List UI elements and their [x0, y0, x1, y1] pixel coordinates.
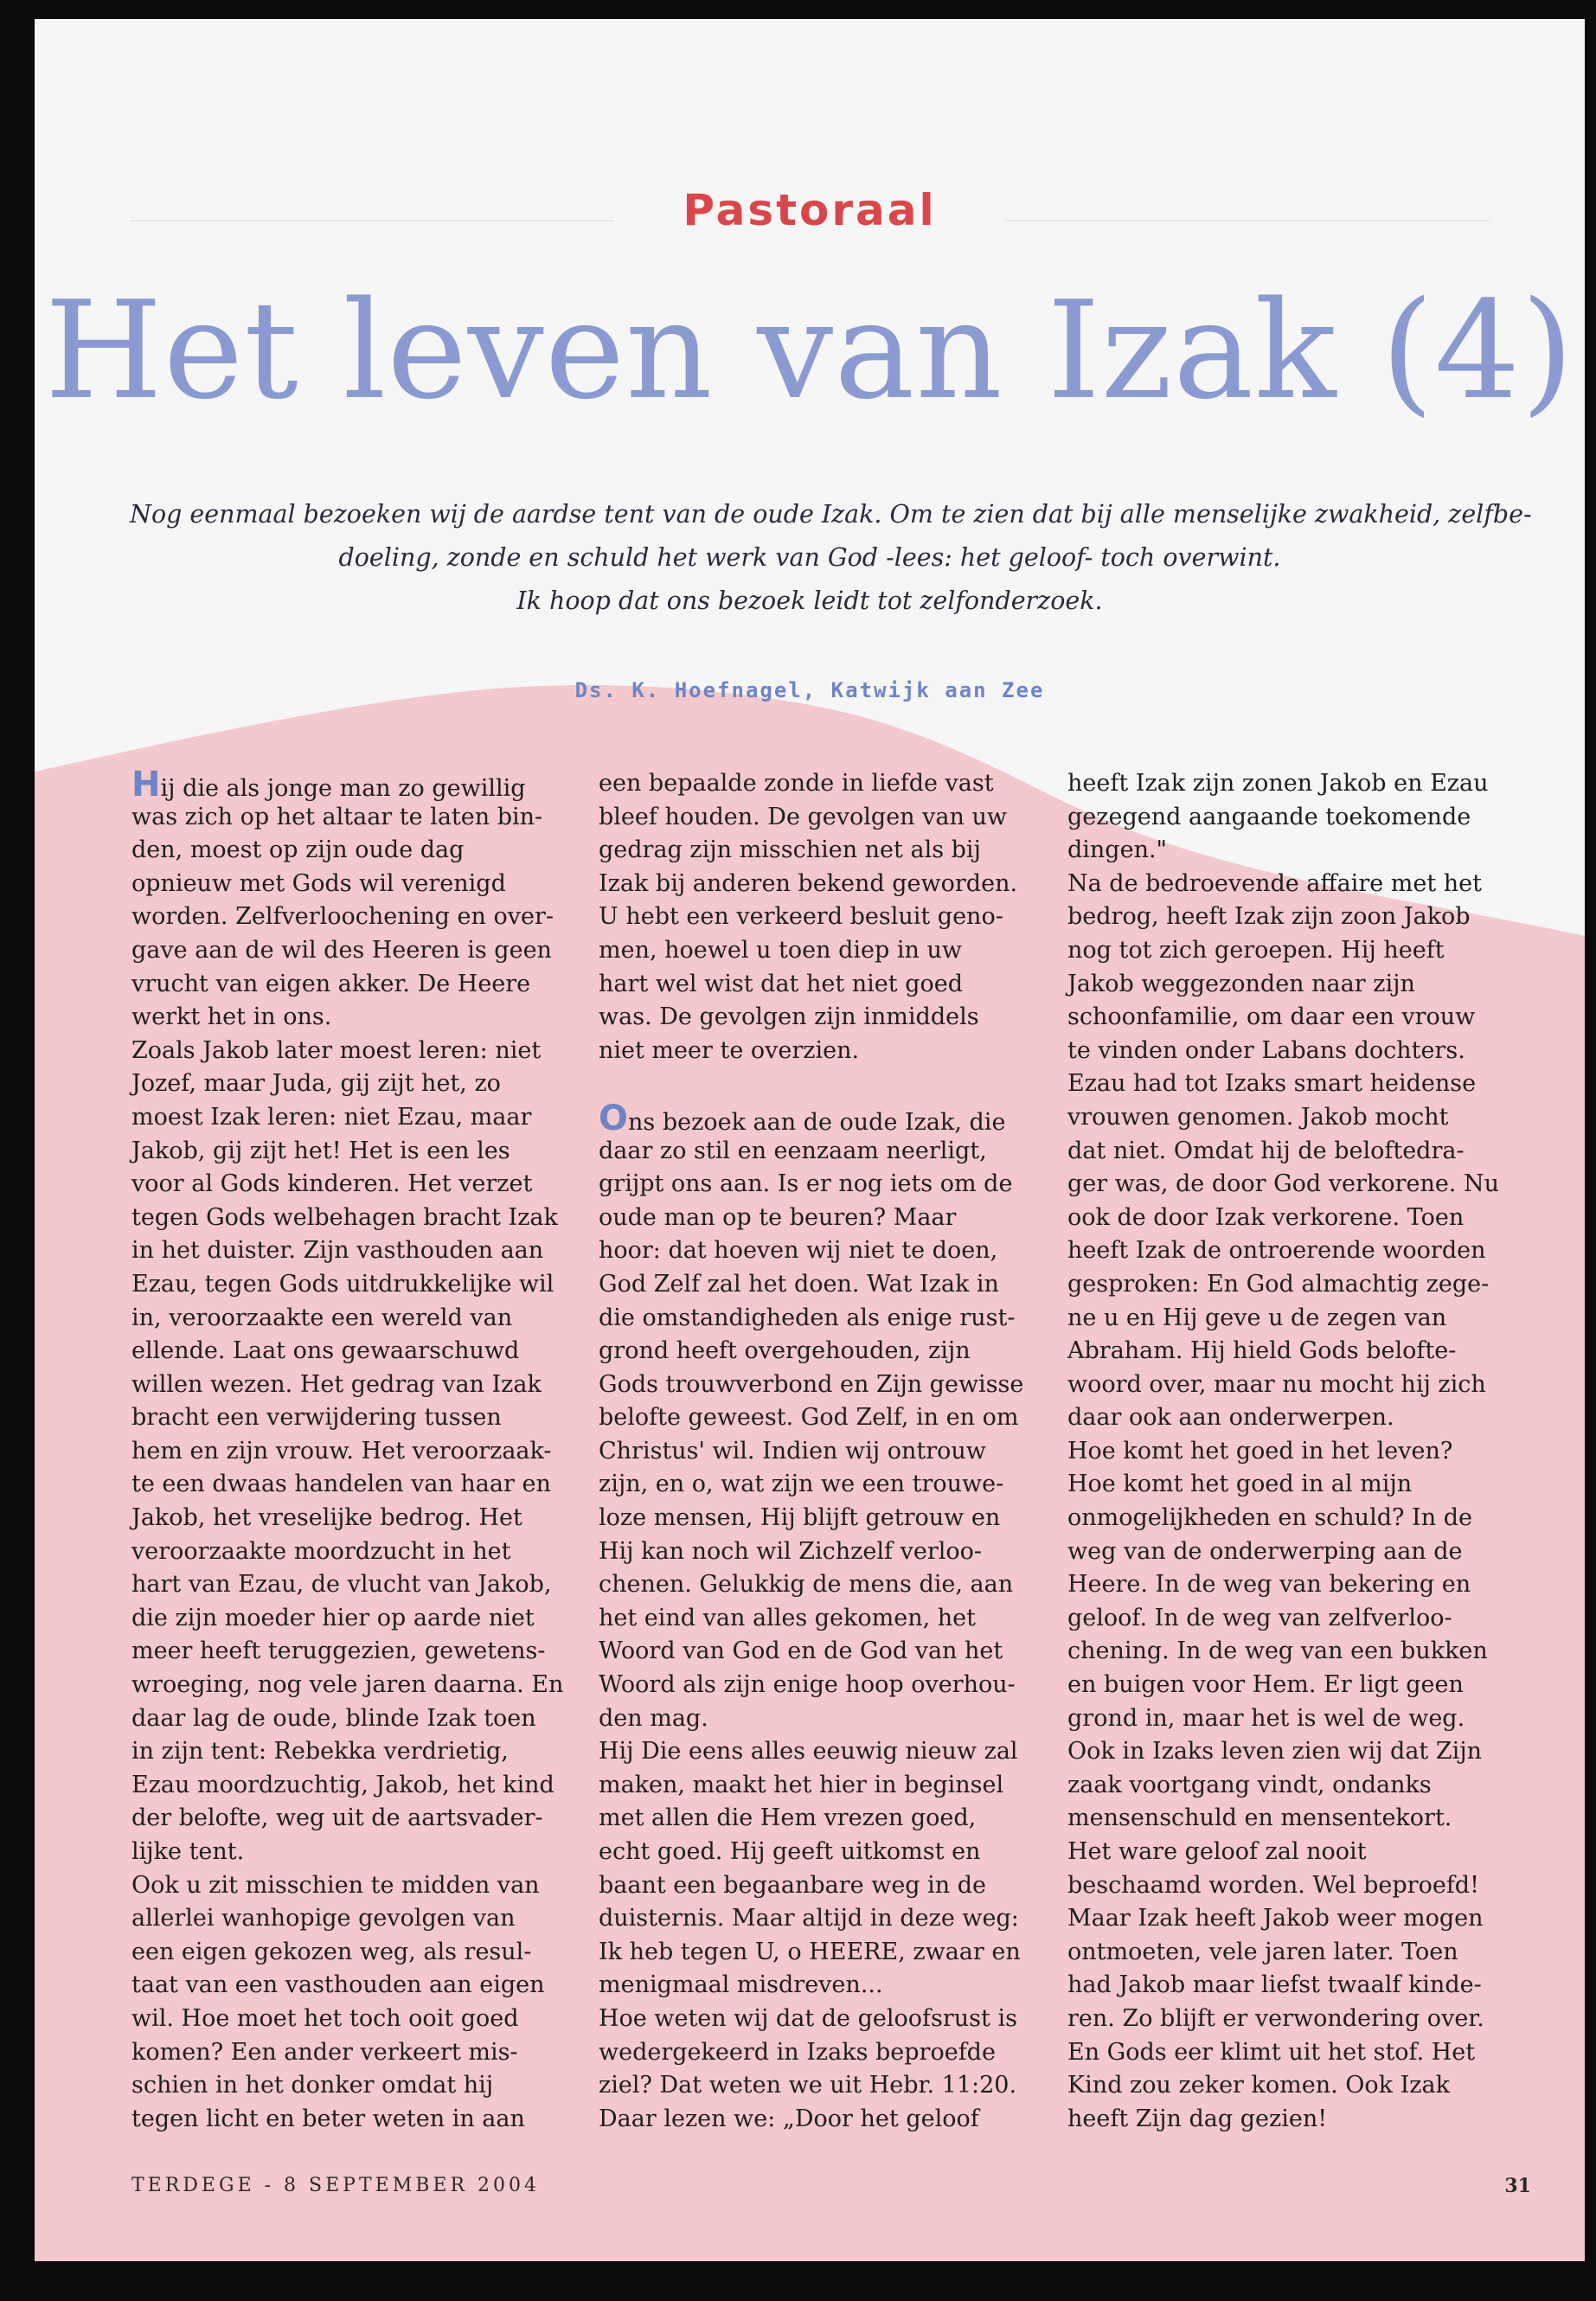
text-line: [599, 1202, 1057, 1235]
line-text: hem en zijn vrouw. Het veroorzaak-: [131, 1437, 552, 1465]
footer-publication: TERDEGE - 8 SEPTEMBER 2004: [131, 2175, 541, 2196]
text-line: [131, 1001, 590, 1035]
line-text: loze mensen, Hij blijft getrouw en: [599, 1504, 1001, 1532]
line-text: komen? Een ander verkeert mis-: [131, 2038, 518, 2066]
text-line: [1067, 868, 1526, 901]
line-text: schien in het donker omdat hij: [131, 2072, 494, 2099]
text-line: [599, 1035, 1057, 1068]
line-text: en buigen voor Hem. Er ligt geen: [1067, 1671, 1464, 1699]
text-line: [131, 1502, 590, 1535]
line-text: willen wezen. Het gedrag van Izak: [131, 1370, 542, 1398]
line-text: in het duister. Zijn vasthouden aan: [131, 1237, 544, 1265]
line-text: bleef houden. De gevolgen van uw: [599, 803, 1007, 830]
line-text: daar ook aan onderwerpen.: [1067, 1404, 1394, 1432]
line-text: tegen Gods welbehagen bracht Izak: [131, 1203, 558, 1231]
line-text: echt goed. Hij geeft uitkomst en: [599, 1838, 981, 1865]
line-text: dat niet. Omdat hij de beloftedra-: [1067, 1137, 1465, 1164]
text-line: [1067, 968, 1526, 1002]
line-text: te vinden onder Labans dochters.: [1067, 1036, 1465, 1064]
text-line: [599, 1802, 1057, 1836]
text-line: [599, 2003, 1057, 2036]
line-text: Hoe weten wij dat de geloofsrust is: [599, 2004, 1017, 2032]
text-line: [1067, 1268, 1526, 1302]
line-text: Izak bij anderen bekend geworden.: [599, 869, 1018, 897]
text-line: [1067, 2069, 1526, 2103]
line-text: bedrog, heeft Izak zijn zoon Jakob: [1067, 903, 1471, 931]
line-text: Na de bedroevende affaire met het: [1067, 869, 1483, 897]
text-line: [131, 1468, 590, 1502]
text-line: [599, 1098, 1057, 1138]
text-line: [1067, 1602, 1526, 1636]
text-line: [131, 1735, 590, 1769]
line-text: Kind zou zeker komen. Ook Izak: [1067, 2072, 1450, 2099]
text-line: [1067, 2036, 1526, 2070]
text-line: [1067, 767, 1526, 801]
page-number: 31: [1504, 2175, 1531, 2197]
article-title: Het leven van Izak (4): [44, 272, 1575, 429]
text-line: [599, 934, 1057, 968]
text-line: [1067, 1435, 1526, 1469]
text-line: [599, 901, 1057, 934]
text-line: [131, 1035, 590, 1068]
line-text: moest Izak leren: niet Ezau, maar: [131, 1103, 532, 1131]
line-text: meer heeft teruggezien, gewetens-: [131, 1638, 546, 1665]
text-line: [131, 868, 590, 901]
line-text: ne u en Hij geve u de zegen van: [1067, 1304, 1447, 1331]
text-line: [131, 934, 590, 968]
line-text: heeft Zijn dag gezien!: [1067, 2105, 1328, 2132]
line-text: zaak voortgang vindt, ondanks: [1067, 1771, 1432, 1798]
line-text: het eind van alles gekomen, het: [599, 1604, 977, 1631]
line-text: die omstandigheden als enige rust-: [599, 1304, 1016, 1331]
line-text: Woord als zijn enige hoop overhou-: [599, 1671, 1016, 1699]
line-text: wil. Hoe moet het toch ooit goed: [131, 2004, 519, 2032]
text-line: [1067, 1869, 1526, 1903]
text-line: [1067, 1836, 1526, 1869]
line-text: ger was, de door God verkorene. Nu: [1067, 1170, 1499, 1198]
line-text: Abraham. Hij hield Gods belofte-: [1067, 1337, 1457, 1365]
line-text: der belofte, weg uit de aartsvader-: [131, 1804, 543, 1832]
text-line: [131, 1435, 590, 1469]
line-text: Jozef, maar Juda, gij zijt het, zo: [131, 1070, 501, 1098]
text-line: [599, 1535, 1057, 1569]
text-line: [1067, 1135, 1526, 1169]
text-line: [131, 1869, 590, 1903]
line-text: Daar lezen we: „Door het geloof: [599, 2105, 979, 2132]
line-text: den, moest op zijn oude dag: [131, 836, 465, 864]
text-line: [599, 1234, 1057, 1268]
text-line: [599, 1401, 1057, 1435]
line-text: hart van Ezau, de vlucht van Jakob,: [131, 1571, 552, 1599]
text-line: [599, 1468, 1057, 1502]
line-text: maken, maakt het hier in beginsel: [599, 1771, 1004, 1798]
line-text: heeft Izak zijn zonen Jakob en Ezau: [1067, 770, 1489, 797]
line-text: Ook in Izaks leven zien wij dat Zijn: [1067, 1738, 1483, 1766]
line-text: werkt het in ons.: [131, 1003, 332, 1031]
article-intro: [130, 493, 1532, 623]
magazine-page: [35, 19, 1585, 2261]
text-line: [1067, 1902, 1526, 1936]
text-line: [1067, 1401, 1526, 1435]
line-text: had Jakob maar liefst twaalf kinde-: [1067, 1971, 1482, 1999]
text-line: [131, 2003, 590, 2036]
line-text: taat van een vasthouden aan eigen: [131, 1971, 545, 1999]
line-text: opnieuw met Gods wil verenigd: [131, 869, 506, 897]
text-line: [131, 801, 590, 835]
line-text: mensenschuld en mensentekort.: [1067, 1804, 1452, 1832]
text-line: [1067, 1702, 1526, 1736]
line-text: den mag.: [599, 1704, 708, 1732]
line-text: ontmoeten, vele jaren later. Toen: [1067, 1938, 1458, 1965]
text-line: [599, 1168, 1057, 1202]
text-line: [1067, 1936, 1526, 1970]
line-text: zijn, en o, wat zijn we een trouwe-: [599, 1471, 1004, 1498]
line-text: belofte geweest. God Zelf, in en om: [599, 1404, 1019, 1432]
text-line: [131, 1769, 590, 1803]
line-text: in zijn tent: Rebekka verdrietig,: [131, 1738, 509, 1766]
line-text: woord over, maar nu mocht hij zich: [1067, 1370, 1486, 1398]
drop-cap: O: [599, 1098, 629, 1138]
text-line: [131, 1602, 590, 1636]
text-line: [1067, 1335, 1526, 1368]
line-text: ren. Zo blijft er verwondering over.: [1067, 2004, 1484, 2032]
text-line: [1067, 1468, 1526, 1502]
line-text: Hoe komt het goed in het leven?: [1067, 1437, 1453, 1465]
text-line: [599, 767, 1057, 801]
line-text: geloof. In de weg van zelfverloo-: [1067, 1604, 1452, 1631]
section-label: Pastoraal: [683, 185, 937, 235]
line-text: Christus' wil. Indien wij ontrouw: [599, 1437, 986, 1465]
line-text: schoonfamilie, om daar een vrouw: [1067, 1003, 1476, 1031]
intro-line: Nog eenmaal bezoeken wij de aardse tent van de oude Izak. Om te zien dat bij alle menselijke zwakheid, zelfbe-: [130, 500, 1532, 529]
text-line: [599, 1836, 1057, 1869]
text-line: [1067, 1735, 1526, 1769]
text-line: [131, 2103, 590, 2137]
line-text: tegen licht en beter weten in aan: [131, 2105, 525, 2132]
text-line: [131, 1401, 590, 1435]
text-line: [131, 1302, 590, 1336]
line-text: chening. In de weg van een bukken: [1067, 1638, 1488, 1665]
text-line: [131, 1902, 590, 1936]
line-text: weg van de onderwerping aan de: [1067, 1537, 1463, 1565]
line-text: Woord van God en de God van het: [599, 1638, 1003, 1665]
line-text: Ezau, tegen Gods uitdrukkelijke wil: [131, 1270, 554, 1298]
line-text: gesproken: En God almachtig zege-: [1067, 1270, 1490, 1298]
text-line: [131, 1936, 590, 1970]
text-line: [1067, 1635, 1526, 1669]
text-line: [599, 1135, 1057, 1169]
text-line: [131, 1135, 590, 1169]
line-text: daar lag de oude, blinde Izak toen: [131, 1704, 536, 1732]
line-text: gezegend aangaande toekomende: [1067, 803, 1471, 830]
line-text: grijpt ons aan. Is er nog iets om de: [599, 1170, 1013, 1198]
text-line: [131, 1568, 590, 1602]
text-line: [1067, 1769, 1526, 1803]
text-line: [131, 834, 590, 868]
text-line: [131, 1202, 590, 1235]
line-text: onmogelijkheden en schuld? In de: [1067, 1504, 1472, 1532]
text-line: [1067, 2003, 1526, 2036]
text-line: [131, 1268, 590, 1302]
intro-line: Ik hoop dat ons bezoek leidt tot zelfonderzoek.: [516, 586, 1103, 615]
line-text: een bepaalde zonde in liefde vast: [599, 770, 994, 797]
line-text: veroorzaakte moordzucht in het: [131, 1537, 511, 1565]
text-line: [599, 1602, 1057, 1636]
line-text: ook de door Izak verkorene. Toen: [1067, 1203, 1465, 1231]
line-text: Hoe komt het goed in al mijn: [1067, 1471, 1413, 1498]
line-text: wedergekeerd in Izaks beproefde: [599, 2038, 996, 2066]
line-text: niet meer te overzien.: [599, 1036, 860, 1064]
text-line: [599, 1702, 1057, 1736]
line-text: voor al Gods kinderen. Het verzet: [131, 1170, 533, 1198]
line-text: gave aan de wil des Heeren is geen: [131, 936, 552, 964]
text-line: [1067, 834, 1526, 868]
text-line: [599, 1435, 1057, 1469]
text-line: [599, 2036, 1057, 2070]
text-line: [599, 1769, 1057, 1803]
text-line: [131, 1535, 590, 1569]
line-text: baant een begaanbare weg in de: [599, 1871, 987, 1899]
line-text: ellende. Laat ons gewaarschuwd: [131, 1337, 520, 1365]
drop-cap: H: [131, 765, 161, 804]
text-line: [599, 1669, 1057, 1702]
line-text: Jakob, het vreselijke bedrog. Het: [131, 1504, 522, 1532]
text-line: [1067, 1802, 1526, 1836]
text-line: [1067, 1234, 1526, 1268]
paragraph-gap: [599, 1067, 1057, 1101]
text-line: [131, 1702, 590, 1736]
text-line: [131, 1067, 590, 1101]
line-text: Zoals Jakob later moest leren: niet: [131, 1036, 542, 1064]
line-text: ij die als jonge man zo gewillig: [160, 775, 526, 802]
text-line: [131, 968, 590, 1002]
line-text: dingen.": [1067, 836, 1167, 864]
text-line: [599, 968, 1057, 1002]
text-line: [599, 868, 1057, 901]
text-line: [1067, 1568, 1526, 1602]
line-text: Gods trouwverbond en Zijn gewisse: [599, 1370, 1024, 1398]
line-text: men, hoewel u toen diep in uw: [599, 936, 962, 964]
line-text: beschaamd worden. Wel beproefd!: [1067, 1871, 1479, 1899]
line-text: met allen die Hem vrezen goed,: [599, 1804, 977, 1832]
line-text: bracht een verwijdering tussen: [131, 1404, 502, 1432]
line-text: menigmaal misdreven...: [599, 1971, 883, 1999]
line-text: Jakob, gij zijt het! Het is een les: [131, 1137, 510, 1164]
text-line: [131, 1234, 590, 1268]
line-text: grond in, maar het is wel de weg.: [1067, 1704, 1465, 1732]
text-line: [599, 834, 1057, 868]
text-line: [131, 901, 590, 934]
text-line: [1067, 1101, 1526, 1135]
line-text: was zich op het altaar te laten bin-: [131, 803, 543, 830]
line-text: duisternis. Maar altijd in deze weg:: [599, 1905, 1019, 1932]
line-text: gedrag zijn misschien net als bij: [599, 836, 981, 864]
byline: Ds. K. Hoefnagel, Katwijk aan Zee: [574, 678, 1045, 702]
text-line: [1067, 1202, 1526, 1235]
text-line: [1067, 1669, 1526, 1702]
line-text: hart wel wist dat het niet goed: [599, 970, 964, 997]
line-text: Ezau moordzuchtig, Jakob, het kind: [131, 1771, 554, 1798]
text-line: [131, 1669, 590, 1702]
line-text: was. De gevolgen zijn inmiddels: [599, 1003, 979, 1031]
line-text: hoor: dat hoeven wij niet te doen,: [599, 1237, 998, 1265]
line-text: ziel? Dat weten we uit Hebr. 11:20.: [599, 2072, 1017, 2099]
text-line: [131, 1836, 590, 1869]
text-line: [1067, 1368, 1526, 1402]
text-line: [131, 1368, 590, 1402]
line-text: lijke tent.: [131, 1838, 245, 1865]
line-text: allerlei wanhopige gevolgen van: [131, 1905, 516, 1932]
line-text: grond heeft overgehouden, zijn: [599, 1337, 971, 1365]
line-text: nog tot zich geroepen. Hij heeft: [1067, 936, 1445, 964]
text-line: [1067, 801, 1526, 835]
text-line: [1067, 1067, 1526, 1101]
text-line: [599, 1568, 1057, 1602]
text-line: [131, 1969, 590, 2003]
text-line: [1067, 1302, 1526, 1336]
line-text: Hij Die eens alles eeuwig nieuw zal: [599, 1738, 1018, 1766]
text-line: [1067, 1001, 1526, 1035]
text-column-1: [131, 767, 590, 2136]
line-text: wroeging, nog vele jaren daarna. En: [131, 1671, 564, 1699]
line-text: een eigen gekozen weg, als resul-: [131, 1938, 532, 1965]
text-line: [131, 1101, 590, 1135]
text-line: [599, 1302, 1057, 1336]
text-line: [599, 1902, 1057, 1936]
line-text: vrucht van eigen akker. De Heere: [131, 970, 531, 997]
line-text: U hebt een verkeerd besluit geno-: [599, 903, 1003, 931]
line-text: heeft Izak de ontroerende woorden: [1067, 1237, 1486, 1265]
line-text: in, veroorzaakte een wereld van: [131, 1304, 513, 1331]
text-line: [131, 1335, 590, 1368]
text-line: [131, 2036, 590, 2070]
text-column-2: [599, 767, 1057, 2136]
line-text: Ik heb tegen U, o HEERE, zwaar en: [599, 1938, 1021, 1965]
line-text: daar zo stil en eenzaam neerligt,: [599, 1137, 987, 1164]
text-line: [1067, 1535, 1526, 1569]
line-text: Maar Izak heeft Jakob weer mogen: [1067, 1905, 1484, 1932]
intro-line: doeling, zonde en schuld het werk van God -lees: het geloof- toch overwint.: [338, 543, 1281, 572]
line-text: ns bezoek aan de oude Izak, die: [628, 1108, 1006, 1136]
line-text: Heere. In de weg van bekering en: [1067, 1571, 1471, 1599]
text-line: [1067, 1502, 1526, 1535]
text-line: [131, 765, 590, 804]
line-text: oude man op te beuren? Maar: [599, 1203, 957, 1231]
text-line: [599, 1001, 1057, 1035]
text-line: [1067, 901, 1526, 934]
text-line: [1067, 1168, 1526, 1202]
line-text: die zijn moeder hier op aarde niet: [131, 1604, 535, 1631]
text-line: [599, 1368, 1057, 1402]
text-line: [599, 1936, 1057, 1970]
text-line: [131, 1802, 590, 1836]
line-text: Ezau had tot Izaks smart heidense: [1067, 1070, 1477, 1098]
line-text: vrouwen genomen. Jakob mocht: [1067, 1103, 1449, 1131]
text-column-3: [1067, 767, 1526, 2136]
line-text: God Zelf zal het doen. Wat Izak in: [599, 1270, 999, 1298]
text-line: [599, 1735, 1057, 1769]
text-line: [599, 1335, 1057, 1368]
line-text: Het ware geloof zal nooit: [1067, 1838, 1367, 1865]
line-text: Jakob weggezonden naar zijn: [1067, 970, 1415, 997]
text-line: [599, 2069, 1057, 2103]
text-line: [131, 2069, 590, 2103]
text-line: [599, 1869, 1057, 1903]
text-line: [599, 1635, 1057, 1669]
text-line: [131, 1168, 590, 1202]
text-line: [131, 1635, 590, 1669]
text-line: [1067, 1969, 1526, 2003]
line-text: worden. Zelfverloochening en over-: [131, 903, 554, 931]
line-text: En Gods eer klimt uit het stof. Het: [1067, 2038, 1476, 2066]
line-text: Ook u zit misschien te midden van: [131, 1871, 540, 1899]
line-text: chenen. Gelukkig de mens die, aan: [599, 1571, 1014, 1599]
text-line: [1067, 1035, 1526, 1068]
line-text: Hij kan noch wil Zichzelf verloo-: [599, 1537, 982, 1565]
line-text: te een dwaas handelen van haar en: [131, 1471, 551, 1498]
text-line: [1067, 934, 1526, 968]
text-line: [599, 1969, 1057, 2003]
text-line: [599, 1268, 1057, 1302]
text-line: [599, 801, 1057, 835]
text-line: [599, 2103, 1057, 2137]
text-line: [599, 1502, 1057, 1535]
text-line: [1067, 2103, 1526, 2137]
